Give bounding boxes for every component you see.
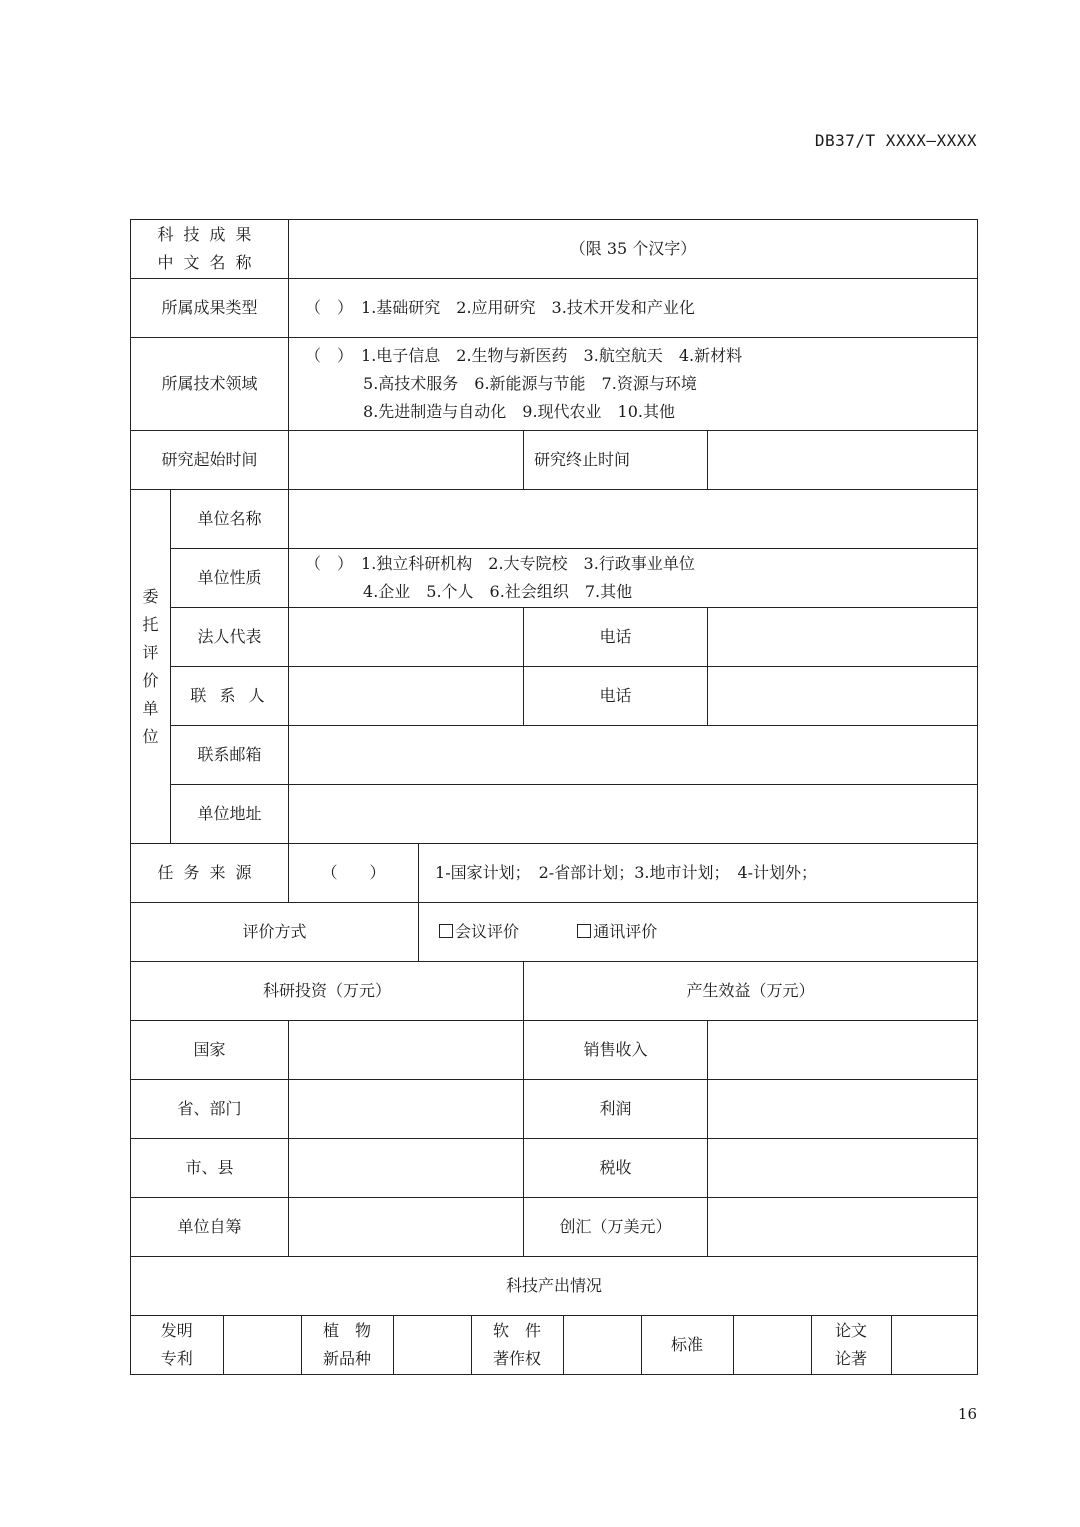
benefit-field-forex[interactable]	[708, 1198, 978, 1257]
row-unit-nature	[131, 549, 978, 608]
address-field[interactable]	[289, 785, 978, 844]
output-subtable	[131, 1316, 978, 1374]
end-time-field[interactable]	[708, 431, 978, 490]
row-finance-header	[131, 962, 978, 1021]
contact-field[interactable]	[289, 667, 524, 726]
row-address	[131, 785, 978, 844]
row-name	[131, 220, 978, 279]
row-finance-3	[131, 1139, 978, 1198]
row-finance-1	[131, 1021, 978, 1080]
legal-rep-field[interactable]	[289, 608, 524, 667]
name-label: 科技成果 中文名称	[131, 220, 289, 279]
benefit-label-forex: 创汇（万美元）	[524, 1198, 708, 1257]
output-header: 科技产出情况	[131, 1257, 978, 1316]
benefit-label-profit: 利润	[524, 1080, 708, 1139]
invest-label-province: 省、部门	[131, 1080, 289, 1139]
row-email	[131, 726, 978, 785]
checkbox-icon	[439, 924, 453, 938]
benefit-label-sales: 销售收入	[524, 1021, 708, 1080]
row-period	[131, 431, 978, 490]
benefit-label-tax: 税收	[524, 1139, 708, 1198]
output-field-standard[interactable]	[733, 1316, 811, 1374]
row-type	[131, 279, 978, 338]
task-source-choice[interactable]: （ ）	[289, 844, 419, 903]
document-code: DB37/T XXXX—XXXX	[814, 131, 977, 150]
benefit-field-sales[interactable]	[708, 1021, 978, 1080]
row-legal-rep	[131, 608, 978, 667]
invest-field-city[interactable]	[289, 1139, 524, 1198]
invest-header: 科研投资（万元）	[131, 962, 524, 1021]
phone-field-1[interactable]	[708, 608, 978, 667]
email-label: 联系邮箱	[171, 726, 289, 785]
eval-method-label: 评价方式	[131, 903, 419, 962]
benefit-header: 产生效益（万元）	[524, 962, 978, 1021]
contact-label: 联 系 人	[171, 667, 289, 726]
page-number: 16	[957, 1405, 977, 1423]
unit-name-field[interactable]	[289, 490, 978, 549]
output-field-paper[interactable]	[891, 1316, 978, 1374]
type-options: （ ） 1.基础研究 2.应用研究 3.技术开发和产业化	[305, 298, 695, 317]
output-label-patent: 发明 专利	[131, 1316, 223, 1374]
type-label: 所属成果类型	[131, 279, 289, 338]
invest-label-national: 国家	[131, 1021, 289, 1080]
row-contact	[131, 667, 978, 726]
row-finance-2	[131, 1080, 978, 1139]
output-field-software[interactable]	[563, 1316, 641, 1374]
checkbox-icon	[577, 924, 591, 938]
output-label-paper: 论文 论著	[811, 1316, 891, 1374]
address-label: 单位地址	[171, 785, 289, 844]
name-hint: （限 35 个汉字）	[569, 239, 697, 258]
unit-nature-options[interactable]: （ ） 1.独立科研机构 2.大专院校 3.行政事业单位 4.企业 5.个人 6.社会组织 7.其他	[289, 549, 978, 608]
benefit-field-tax[interactable]	[708, 1139, 978, 1198]
invest-field-national[interactable]	[289, 1021, 524, 1080]
phone-label-2: 电话	[524, 667, 708, 726]
output-field-plant[interactable]	[393, 1316, 471, 1374]
checkbox-meeting-eval[interactable]: 会议评价	[439, 922, 519, 941]
evaluation-form-table	[130, 219, 978, 1375]
invest-label-self: 单位自筹	[131, 1198, 289, 1257]
unit-name-label: 单位名称	[171, 490, 289, 549]
row-task-source	[131, 844, 978, 903]
entrust-unit-label: 委 托 评 价 单 位	[131, 490, 171, 844]
row-unit-name	[131, 490, 978, 549]
legal-rep-label: 法人代表	[171, 608, 289, 667]
unit-nature-label: 单位性质	[171, 549, 289, 608]
task-source-label: 任务来源	[131, 844, 289, 903]
field-label: 所属技术领域	[131, 338, 289, 431]
start-time-label: 研究起始时间	[131, 431, 289, 490]
end-time-label: 研究终止时间	[524, 431, 708, 490]
row-output-header	[131, 1257, 978, 1316]
name-field[interactable]	[289, 220, 978, 279]
row-field	[131, 338, 978, 431]
email-field[interactable]	[289, 726, 978, 785]
output-field-patent[interactable]	[223, 1316, 301, 1374]
phone-field-2[interactable]	[708, 667, 978, 726]
invest-field-province[interactable]	[289, 1080, 524, 1139]
type-field[interactable]	[289, 279, 978, 338]
phone-label-1: 电话	[524, 608, 708, 667]
output-label-software: 软 件 著作权	[471, 1316, 563, 1374]
output-label-plant: 植 物 新品种	[301, 1316, 393, 1374]
benefit-field-profit[interactable]	[708, 1080, 978, 1139]
eval-method-options	[419, 903, 978, 962]
invest-field-self[interactable]	[289, 1198, 524, 1257]
output-label-standard: 标准	[641, 1316, 733, 1374]
row-output	[131, 1316, 978, 1375]
invest-label-city: 市、县	[131, 1139, 289, 1198]
field-options[interactable]: （ ） 1.电子信息 2.生物与新医药 3.航空航天 4.新材料 5.高技术服务 6.新能源与节能 7.资源与环境 8.先进制造与自动化 9.现代农业 10.其他	[289, 338, 978, 431]
task-source-options: 1-国家计划； 2-省部计划；3.地市计划； 4-计划外；	[419, 844, 978, 903]
checkbox-comm-eval[interactable]: 通讯评价	[577, 922, 657, 941]
start-time-field[interactable]	[289, 431, 524, 490]
row-eval-method	[131, 903, 978, 962]
row-finance-4	[131, 1198, 978, 1257]
